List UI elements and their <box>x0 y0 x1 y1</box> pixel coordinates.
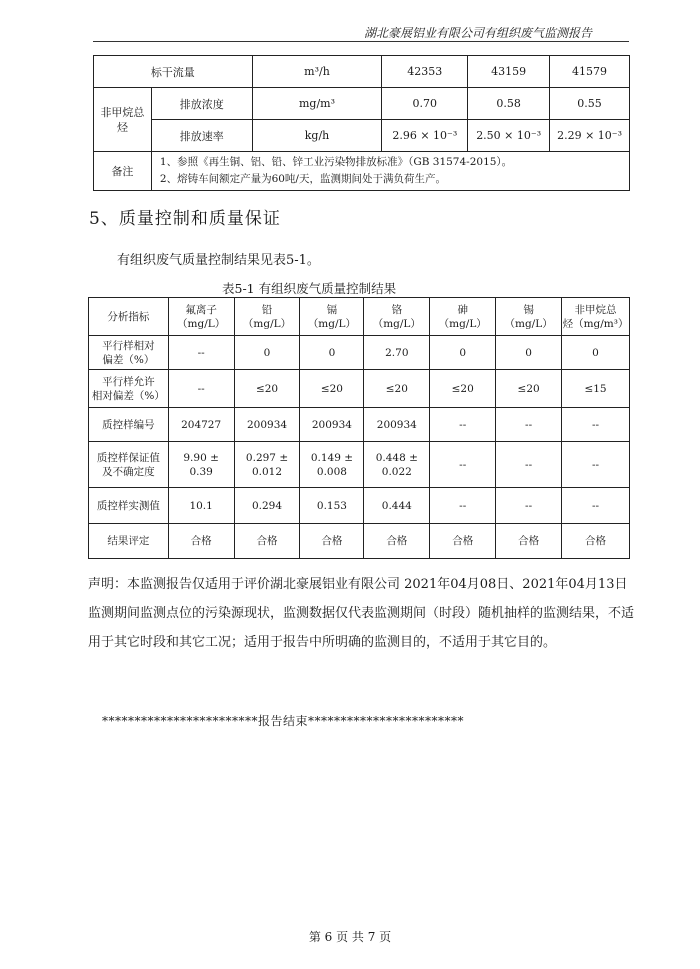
qc-cell: 2.70 <box>364 336 430 370</box>
cell-value: 0.58 <box>468 88 550 120</box>
qc-cell <box>234 442 300 488</box>
qc-cell-line: 0.39 <box>189 465 213 478</box>
qc-cell: 0.294 <box>234 488 300 524</box>
qc-cell: -- <box>168 336 234 370</box>
qc-cell: 合格 <box>168 524 234 559</box>
qc-cell-line: 0.012 <box>251 465 283 478</box>
flow-value: 43159 <box>468 56 550 88</box>
qc-cell <box>496 442 562 488</box>
qc-cell: -- <box>562 408 630 442</box>
qc-label-line: 质控样实测值 <box>96 499 160 512</box>
flow-unit: m³/h <box>252 56 382 88</box>
qc-cell: 0 <box>300 336 364 370</box>
qc-cell-line: 9.90 ± <box>183 451 219 464</box>
header-line: （mg/L） <box>242 317 292 330</box>
qc-cell: -- <box>168 370 234 408</box>
group-label: 非甲烷总烃 <box>94 88 152 152</box>
qc-row <box>89 370 630 408</box>
table-row <box>94 152 630 191</box>
qc-row-label <box>89 524 169 559</box>
flow-value: 42353 <box>382 56 468 88</box>
qc-cell-line: -- <box>525 458 533 471</box>
header-cell <box>300 298 364 336</box>
qc-cell-line: 0.022 <box>381 465 412 478</box>
cell-value: 0.55 <box>550 88 630 120</box>
header-divider <box>93 41 629 42</box>
qc-cell: -- <box>430 408 496 442</box>
qc-row-label <box>89 442 169 488</box>
qc-row-label <box>89 488 169 524</box>
header-line: 锡 <box>523 303 534 316</box>
qc-table <box>88 297 630 559</box>
flow-label: 标干流量 <box>94 56 253 88</box>
qc-cell: 200934 <box>364 408 430 442</box>
qc-cell-line: 0.008 <box>316 465 347 478</box>
qc-row <box>89 336 630 370</box>
header-line: （mg/L） <box>177 317 226 330</box>
qc-cell: -- <box>496 408 562 442</box>
qc-cell: 合格 <box>300 524 364 559</box>
header-cell <box>562 298 630 336</box>
qc-label-line: 平行样相对 <box>102 339 155 352</box>
qc-cell: 合格 <box>562 524 630 559</box>
cell-value: 2.50 × 10⁻³ <box>468 120 550 152</box>
qc-label-line: 平行样允许 <box>102 375 155 388</box>
header-line: 氟离子 <box>185 303 217 316</box>
qc-cell <box>168 442 234 488</box>
qc-cell: 合格 <box>364 524 430 559</box>
row-unit: kg/h <box>252 120 382 152</box>
note-line: 2、熔铸车间额定产量为60吨/天，监测期间处于满负荷生产。 <box>159 173 446 185</box>
note-cell <box>151 152 629 191</box>
qc-cell: 0.153 <box>300 488 364 524</box>
qc-label-line: 及不确定度 <box>102 465 155 478</box>
cell-value: 0.70 <box>382 88 468 120</box>
qc-cell <box>300 442 364 488</box>
qc-cell: 0 <box>496 336 562 370</box>
qc-cell: 200934 <box>234 408 300 442</box>
qc-cell: 合格 <box>496 524 562 559</box>
header-cell <box>496 298 562 336</box>
declaration-text: 声明：本监测报告仅适用于评价湖北豪展铝业有限公司 2021年04月08日、2021年04月13日监测期间监测点位的污染源现状，监测数据仅代表监测期间（时段）随机抽样的监测结果，不适用于其它时段和其它工况；适用于报告中所明确的监测目的，不适用于其它目的。 <box>88 577 635 650</box>
qc-cell: -- <box>430 488 496 524</box>
table-row <box>94 56 630 88</box>
qc-cell: 204727 <box>168 408 234 442</box>
header-line: 非甲烷总 <box>574 303 617 316</box>
qc-cell <box>364 442 430 488</box>
row-label: 排放速率 <box>151 120 252 152</box>
qc-label-line: 质控样保证值 <box>96 451 160 464</box>
header-line: 砷 <box>457 303 468 316</box>
qc-row-label <box>89 370 169 408</box>
note-line: 1、参照《再生铜、铝、铅、锌工业污染物排放标准》（GB 31574-2015）。 <box>159 156 513 168</box>
qc-row <box>89 488 630 524</box>
qc-cell: ≤15 <box>562 370 630 408</box>
qc-label-line: 偏差（%） <box>102 353 155 366</box>
table-caption: 表5-1 有组织废气质量控制结果 <box>222 281 397 296</box>
qc-cell: 200934 <box>300 408 364 442</box>
qc-row-label <box>89 408 169 442</box>
qc-cell: 10.1 <box>168 488 234 524</box>
table-row <box>94 88 630 120</box>
qc-row <box>89 524 630 559</box>
cell-value: 2.96 × 10⁻³ <box>382 120 468 152</box>
qc-cell: -- <box>562 488 630 524</box>
header-line: 烃（mg/m³） <box>562 317 629 330</box>
row-unit: mg/m³ <box>252 88 382 120</box>
qc-header-row <box>89 298 630 336</box>
qc-cell: ≤20 <box>496 370 562 408</box>
table-row <box>94 120 630 152</box>
qc-cell: 0 <box>562 336 630 370</box>
qc-cell <box>430 442 496 488</box>
emission-table <box>93 55 630 191</box>
qc-cell: 0 <box>430 336 496 370</box>
page-number: 第 6 页 共 7 页 <box>308 930 392 944</box>
qc-label-line: 结果评定 <box>107 535 150 547</box>
qc-cell-line: 0.149 ± <box>310 451 354 464</box>
note-label: 备注 <box>94 152 152 191</box>
header-line: 分析指标 <box>107 310 150 323</box>
qc-cell: ≤20 <box>300 370 364 408</box>
header-cell <box>168 298 234 336</box>
header-line: 铬 <box>391 303 403 316</box>
qc-row-label <box>89 336 169 370</box>
header-cell <box>89 298 169 336</box>
header-line: （mg/L） <box>504 317 553 330</box>
qc-row <box>89 442 630 488</box>
qc-cell-line: -- <box>591 458 600 471</box>
qc-cell: 0 <box>234 336 300 370</box>
report-header: 湖北豪展铝业有限公司有组织废气监测报告 <box>363 26 592 40</box>
header-line: 铅 <box>261 303 273 316</box>
qc-cell <box>562 442 630 488</box>
qc-cell: ≤20 <box>430 370 496 408</box>
qc-cell: ≤20 <box>234 370 300 408</box>
report-end-marker: ************************报告结束************************ <box>102 714 465 728</box>
section-title: 5、质量控制和质量保证 <box>89 209 281 229</box>
qc-row <box>89 408 630 442</box>
qc-cell: -- <box>496 488 562 524</box>
qc-label-line: 质控样编号 <box>102 418 155 431</box>
header-line: （mg/L） <box>438 317 487 330</box>
qc-label-line: 相对偏差（%） <box>91 389 165 402</box>
header-line: （mg/L） <box>372 317 421 330</box>
header-cell <box>430 298 496 336</box>
qc-cell-line: -- <box>459 458 467 471</box>
qc-cell: 0.444 <box>364 488 430 524</box>
qc-cell: 合格 <box>234 524 300 559</box>
qc-cell-line: 0.448 ± <box>375 451 418 464</box>
header-line: （mg/L） <box>307 317 357 330</box>
intro-text: 有组织废气质量控制结果见表5-1。 <box>117 253 320 268</box>
header-line: 镉 <box>326 303 338 316</box>
qc-cell-line: 0.297 ± <box>245 451 289 464</box>
qc-cell: 合格 <box>430 524 496 559</box>
flow-value: 41579 <box>550 56 630 88</box>
row-label: 排放浓度 <box>151 88 252 120</box>
header-cell <box>364 298 430 336</box>
header-cell <box>234 298 300 336</box>
cell-value: 2.29 × 10⁻³ <box>550 120 630 152</box>
qc-cell: ≤20 <box>364 370 430 408</box>
